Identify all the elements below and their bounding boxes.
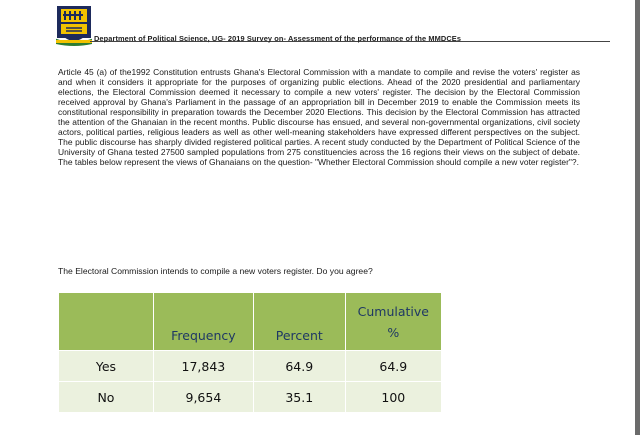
window-edge [635,0,640,435]
header-cumulative-line2: % [387,324,400,340]
header-cumulative [345,293,441,351]
row-label: No [59,382,154,413]
row-cumulative: 64.9 [345,351,441,382]
header-blank [59,293,154,351]
row-frequency: 9,654 [153,382,253,413]
page-header [54,2,614,48]
row-cumulative: 100 [345,382,441,413]
row-percent: 64.9 [253,351,345,382]
header-frequency: Frequency [153,293,253,351]
row-frequency: 17,843 [153,351,253,382]
survey-question: The Electoral Commission intends to compile a new voters register. Do you agree? [58,266,373,276]
table-row [59,382,442,413]
header-cumulative-line1: Cumulative [357,303,429,319]
results-table [58,292,442,413]
university-crest-icon [56,2,92,46]
header-percent: Percent [253,293,345,351]
row-label: Yes [59,351,154,382]
table-header-row [59,293,442,351]
table-row [59,351,442,382]
header-title: Department of Political Science, UG- 2019 Survey on- Assessment of the performance of the MMDCEs [94,34,462,43]
row-percent: 35.1 [253,382,345,413]
intro-paragraph: Article 45 (a) of the1992 Constitution entrusts Ghana's Electoral Commission with a mandate to compile and revise the voters' register as and when it considers it appropriate for the purposes of organizing public elections. Ahead of the 2020 presidential and parliamentary elections, the Electoral Commission deemed it necessary to compile a new voters' register. The decision by the Electoral Commission received approval by Ghana's Parliament in the passage of an appropriation bill in December 2019 to enable the Commission meets its constitutional responsibility in preparation towards the December 2020 Elections. This decision by the Electoral Commission has attracted the attention of the Ghanaian in the recent months. Public discourse has ensued, and several non-governmental organizations, civil society actors, political parties, religious leaders as well as other well-meaning stakeholders have expressed different perspectives on the subject. The public discourse has sharply divided registered political parties. A recent study conducted by the Department of Political Science of the University of Ghana tested 27500 sampled populations from 275 constituencies across the 16 regions their views on the subject of debate. The tables below represent the views of Ghanaians on the question- "Whether Electoral Commission should compile a new voter register"?. [58,67,580,168]
